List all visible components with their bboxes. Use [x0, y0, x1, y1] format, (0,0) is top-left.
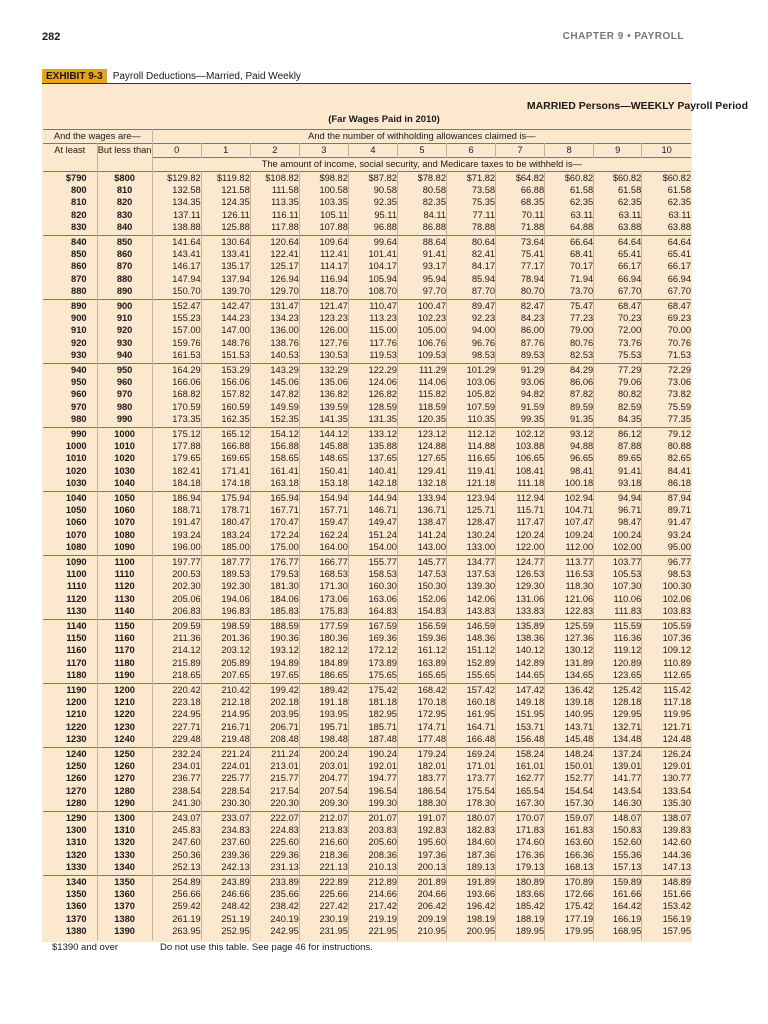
withholding-amount-cell: 148.24 150.01 152.77 154.54 157.30	[545, 748, 594, 812]
withholding-amount-cell: 72.29 73.06 73.82 75.59 77.35	[642, 364, 691, 428]
withholding-amount-cell: 120.64 122.41 125.17 126.94 129.70	[250, 236, 299, 300]
withholding-amount-cell: $119.82 121.58 124.35 126.11 125.88	[201, 172, 250, 236]
withholding-amount-cell: 168.42 170.18 172.95 174.71 177.48	[397, 684, 446, 748]
withholding-amount-cell: 254.89 256.66 259.42 261.19 263.95	[152, 876, 201, 940]
table-row-group	[43, 876, 691, 940]
at-least-header: At least	[43, 144, 97, 158]
withholding-amount-cell: 197.77 200.53 202.30 205.06 206.83	[152, 556, 201, 620]
table-row-group	[43, 620, 691, 684]
withholding-amount-cell: 165.12 166.88 169.65 171.41 174.18	[201, 428, 250, 492]
withholding-amount-cell: 147.42 149.18 151.95 153.71 156.48	[496, 684, 545, 748]
withholding-amount-cell: $60.82 61.58 62.35 63.11 64.88	[545, 172, 594, 236]
withholding-amount-cell: 123.12 124.88 127.65 129.41 132.18	[397, 428, 446, 492]
withholding-amount-cell: 121.47 123.23 126.00 127.76 130.53	[299, 300, 348, 364]
withholding-amount-cell: 153.29 156.06 157.82 160.59 162.35	[201, 364, 250, 428]
withholding-amount-cell: 89.47 92.23 94.00 96.76 98.53	[447, 300, 496, 364]
wage-at-least-cell: 1140 1150 1160 1170 1180	[43, 620, 97, 684]
wage-at-least-cell: 990 1000 1010 1020 1030	[43, 428, 97, 492]
withholding-amount-cell: $60.82 61.58 62.35 63.11 63.88	[594, 172, 642, 236]
withholding-amount-cell: 86.12 87.88 89.65 91.41 93.18	[594, 428, 642, 492]
table-heading: MARRIED Persons—WEEKLY Payroll Period	[526, 100, 748, 112]
table-row-group	[43, 812, 691, 876]
table-row-group	[43, 684, 691, 748]
withholding-amount-cell: 201.89 204.66 206.42 209.19 210.95	[397, 876, 446, 940]
withholding-amount-cell: 222.89 225.66 227.42 230.19 231.95	[299, 876, 348, 940]
withholding-amount-cell: 148.07 150.83 152.60 155.36 157.13	[594, 812, 642, 876]
withholding-amount-cell: 212.89 214.66 217.42 219.19 221.95	[348, 876, 397, 940]
withholding-amount-cell: 189.42 191.18 193.95 195.71 198.48	[299, 684, 348, 748]
withholding-amount-cell: $108.82 111.58 113.35 116.11 117.88	[250, 172, 299, 236]
table-row-group	[43, 364, 691, 428]
withholding-amount-cell: 232.24 234.01 236.77 238.54 241.30	[152, 748, 201, 812]
withholding-amount-cell: 136.42 139.18 140.95 143.71 145.48	[545, 684, 594, 748]
table-row-group	[43, 300, 691, 364]
but-less-header: But less than	[97, 144, 152, 158]
withholding-amount-cell: 180.07 182.83 184.60 187.36 189.13	[447, 812, 496, 876]
allowance-col-header: 7	[496, 144, 545, 158]
withholding-amount-cell: 176.77 179.53 181.30 184.06 185.83	[250, 556, 299, 620]
withholding-amount-cell: $98.82 100.58 103.35 105.11 107.88	[299, 172, 348, 236]
withholding-amount-cell: 164.29 166.06 168.82 170.59 173.35	[152, 364, 201, 428]
withholding-amount-cell: 221.24 224.01 225.77 228.54 230.30	[201, 748, 250, 812]
withholding-amount-cell: 157.42 160.18 161.95 164.71 166.48	[447, 684, 496, 748]
withholding-amount-cell: 167.59 169.36 172.12 173.89 175.65	[348, 620, 397, 684]
withholding-amount-cell: 186.94 188.71 191.47 193.24 196.00	[152, 492, 201, 556]
withholding-amount-cell: 115.59 116.36 119.12 120.89 123.65	[594, 620, 642, 684]
wage-but-less-cell: 950 960 970 980 990	[97, 364, 152, 428]
withholding-amount-cell: 130.64 133.41 135.17 137.94 139.70	[201, 236, 250, 300]
wage-but-less-cell: 1100 1110 1120 1130 1140	[97, 556, 152, 620]
withholding-amount-cell: 100.47 102.23 105.00 106.76 109.53	[397, 300, 446, 364]
allowance-col-header: 1	[201, 144, 250, 158]
withholding-amount-cell: 243.89 246.66 248.42 251.19 252.95	[201, 876, 250, 940]
allowance-col-header: 4	[348, 144, 397, 158]
withholding-amount-cell: 169.24 171.01 173.77 175.54 178.30	[447, 748, 496, 812]
wages-header: And the wages are—	[43, 130, 152, 144]
wage-at-least-cell: 1090 1100 1110 1120 1130	[43, 556, 97, 620]
withholding-amount-cell: 144.94 146.71 149.47 151.24 154.00	[348, 492, 397, 556]
withholding-amount-cell: 166.77 168.53 171.30 173.06 175.83	[299, 556, 348, 620]
withholding-amount-cell: 94.94 96.71 98.47 100.24 102.00	[594, 492, 642, 556]
allowance-col-header: 6	[447, 144, 496, 158]
allowance-col-header: 0	[152, 144, 201, 158]
withholding-amount-cell: 79.12 80.88 82.65 84.41 86.18	[642, 428, 691, 492]
withholding-amount-cell: 132.29 135.06 136.82 139.59 141.35	[299, 364, 348, 428]
withholding-amount-cell: 158.24 161.01 162.77 165.54 167.30	[496, 748, 545, 812]
withholding-amount-cell: 200.24 203.01 204.77 207.54 209.30	[299, 748, 348, 812]
footer-label: $1390 and over	[52, 942, 119, 953]
wage-at-least-cell: 1290 1300 1310 1320 1330	[43, 812, 97, 876]
withholding-amount-cell: 170.89 172.66 175.42 177.19 179.95	[545, 876, 594, 940]
allowances-header: And the number of withholding allowances claimed is—	[152, 130, 691, 144]
chapter-header: CHAPTER 9 • PAYROLL	[562, 31, 684, 42]
withholding-amount-cell: $129.82 132.58 134.35 137.11 138.88	[152, 172, 201, 236]
withholding-amount-cell: 165.94 167.71 170.47 172.24 175.00	[250, 492, 299, 556]
withholding-amount-cell: 198.59 201.36 203.12 205.89 207.65	[201, 620, 250, 684]
withholding-amount-cell: 199.42 202.18 203.95 206.71 208.48	[250, 684, 299, 748]
wage-at-least-cell: 1190 1200 1210 1220 1230	[43, 684, 97, 748]
withholding-amount-cell: 175.94 178.71 180.47 183.24 185.00	[201, 492, 250, 556]
wage-but-less-cell: 1300 1310 1320 1330 1340	[97, 812, 152, 876]
withholding-amount-cell: 105.59 107.36 109.12 110.89 112.65	[642, 620, 691, 684]
withholding-amount-cell: 137.24 139.01 141.77 143.54 146.30	[594, 748, 642, 812]
footer-note: Do not use this table. See page 46 for instructions.	[160, 942, 373, 953]
withholding-amount-cell: 123.94 125.71 128.47 130.24 133.00	[447, 492, 496, 556]
wage-but-less-cell: 1200 1210 1220 1230 1240	[97, 684, 152, 748]
withholding-amount-cell: 109.64 112.41 114.17 116.94 118.70	[299, 236, 348, 300]
withholding-amount-cell: 115.42 117.18 119.95 121.71 124.48	[642, 684, 691, 748]
withholding-amount-cell: 210.42 212.18 214.95 216.71 219.48	[201, 684, 250, 748]
page-number: 282	[42, 31, 61, 43]
withholding-amount-cell: 191.89 193.66 196.42 198.19 200.95	[447, 876, 496, 940]
wage-but-less-cell: 850 860 870 880 890	[97, 236, 152, 300]
withholding-amount-cell: 96.77 98.53 100.30 102.06 103.83	[642, 556, 691, 620]
withholding-amount-cell: 122.29 124.06 126.82 128.59 131.35	[348, 364, 397, 428]
allowance-col-header: 9	[594, 144, 642, 158]
withholding-amount-cell: $64.82 66.88 68.35 70.11 71.88	[496, 172, 545, 236]
withholding-amount-cell: 144.12 145.88 148.65 150.41 153.18	[299, 428, 348, 492]
withholding-amount-cell: 142.47 144.23 147.00 148.76 151.53	[201, 300, 250, 364]
wage-but-less-cell: 1350 1360 1370 1380 1390	[97, 876, 152, 940]
withholding-amount-cell: 112.12 114.88 116.65 119.41 121.18	[447, 428, 496, 492]
table-row-group	[43, 492, 691, 556]
amount-caption: The amount of income, social security, and Medicare taxes to be withheld is—	[152, 158, 691, 172]
withholding-amount-cell: 82.47 84.23 86.00 87.76 89.53	[496, 300, 545, 364]
withholding-amount-cell: 156.59 159.36 161.12 163.89 165.65	[397, 620, 446, 684]
withholding-amount-cell: 154.94 157.71 159.47 162.24 164.00	[299, 492, 348, 556]
withholding-amount-cell: 170.07 171.83 174.60 176.36 179.13	[496, 812, 545, 876]
wage-at-least-cell: $790 800 810 820 830	[43, 172, 97, 236]
table-row-group	[43, 556, 691, 620]
withholding-amount-cell: 141.64 143.41 146.17 147.94 150.70	[152, 236, 201, 300]
withholding-amount-cell: 211.24 213.01 215.77 217.54 220.30	[250, 748, 299, 812]
wage-at-least-cell: 840 850 860 870 880	[43, 236, 97, 300]
withholding-amount-cell: 73.64 75.41 77.17 78.94 80.70	[496, 236, 545, 300]
withholding-amount-cell: 131.47 134.23 136.00 138.76 140.53	[250, 300, 299, 364]
withholding-amount-cell: 243.07 245.83 247.60 250.36 252.13	[152, 812, 201, 876]
withholding-table	[43, 129, 691, 940]
withholding-amount-cell: 187.77 189.53 192.30 194.06 196.83	[201, 556, 250, 620]
withholding-amount-cell: 64.64 65.41 66.17 66.94 67.70	[594, 236, 642, 300]
withholding-amount-cell: 154.12 156.88 158.65 161.41 163.18	[250, 428, 299, 492]
withholding-amount-cell: 191.07 192.83 195.60 197.36 200.13	[397, 812, 446, 876]
withholding-amount-cell: 125.59 127.36 130.12 131.89 134.65	[545, 620, 594, 684]
withholding-amount-cell: 146.59 148.36 151.12 152.89 155.65	[447, 620, 496, 684]
withholding-amount-cell: 126.24 129.01 130.77 133.54 135.30	[642, 748, 691, 812]
withholding-amount-cell: 201.07 203.83 205.60 208.36 210.13	[348, 812, 397, 876]
withholding-amount-cell: 143.29 145.06 147.82 149.59 152.35	[250, 364, 299, 428]
withholding-amount-cell: 188.59 190.36 193.12 194.89 197.65	[250, 620, 299, 684]
wage-but-less-cell: 900 910 920 930 940	[97, 300, 152, 364]
withholding-amount-cell: $71.82 73.58 75.35 77.11 78.88	[447, 172, 496, 236]
withholding-amount-cell: 80.64 82.41 84.17 85.94 87.70	[447, 236, 496, 300]
withholding-amount-cell: 209.59 211.36 214.12 215.89 218.65	[152, 620, 201, 684]
wage-at-least-cell: 1340 1350 1360 1370 1380	[43, 876, 97, 940]
withholding-amount-cell: 91.29 93.06 94.82 91.59 99.35	[496, 364, 545, 428]
withholding-amount-cell: 68.47 69.23 70.00 70.76 71.53	[642, 300, 691, 364]
allowance-col-header: 8	[545, 144, 594, 158]
wage-but-less-cell: 1250 1260 1270 1280 1290	[97, 748, 152, 812]
withholding-amount-cell: 110.47 113.23 115.00 117.76 119.53	[348, 300, 397, 364]
withholding-amount-cell: 179.24 182.01 183.77 186.54 188.30	[397, 748, 446, 812]
table-row-group	[43, 236, 691, 300]
withholding-amount-cell: 159.07 161.83 163.60 166.36 168.13	[545, 812, 594, 876]
withholding-amount-cell: 159.89 161.66 164.42 166.19 168.95	[594, 876, 642, 940]
withholding-amount-cell: 175.42 181.18 182.95 185.71 187.48	[348, 684, 397, 748]
withholding-amount-cell: 134.77 137.53 139.30 142.06 143.83	[447, 556, 496, 620]
exhibit-label: EXHIBIT 9-3	[42, 69, 107, 84]
wage-at-least-cell: 1040 1050 1060 1070 1080	[43, 492, 97, 556]
withholding-amount-cell: 75.47 77.23 79.00 80.76 82.53	[545, 300, 594, 364]
withholding-amount-cell: 233.07 234.83 237.60 239.36 242.13	[201, 812, 250, 876]
withholding-amount-cell: 133.12 135.88 137.65 140.41 142.18	[348, 428, 397, 492]
withholding-amount-cell: 222.07 224.83 225.60 229.36 231.13	[250, 812, 299, 876]
withholding-amount-cell: 77.29 79.06 80.82 82.59 84.35	[594, 364, 642, 428]
withholding-amount-cell: 68.47 70.23 72.00 73.76 75.53	[594, 300, 642, 364]
withholding-amount-cell: 155.77 158.53 160.30 163.06 164.83	[348, 556, 397, 620]
withholding-amount-cell: 148.89 151.66 153.42 156.19 157.95	[642, 876, 691, 940]
withholding-amount-cell: 175.12 177.88 179.65 182.41 184.18	[152, 428, 201, 492]
withholding-amount-cell: 111.29 114.06 115.82 118.59 120.35	[397, 364, 446, 428]
withholding-amount-cell: 84.29 86.06 87.82 89.59 91.35	[545, 364, 594, 428]
table-subheading: (Far Wages Paid in 2010)	[328, 114, 440, 125]
wage-at-least-cell: 1240 1250 1260 1270 1280	[43, 748, 97, 812]
withholding-amount-cell: 212.07 213.83 216.60 218.36 221.13	[299, 812, 348, 876]
allowance-col-header: 5	[397, 144, 446, 158]
withholding-amount-cell: 112.94 115.71 117.47 120.24 122.00	[496, 492, 545, 556]
withholding-amount-cell: 99.64 101.41 104.17 105.94 108.70	[348, 236, 397, 300]
allowance-col-header: 2	[250, 144, 299, 158]
withholding-amount-cell: 190.24 192.01 194.77 196.54 199.30	[348, 748, 397, 812]
withholding-amount-cell: 177.59 180.36 182.12 184.89 186.65	[299, 620, 348, 684]
withholding-amount-cell: 102.12 103.88 106.65 108.41 111.18	[496, 428, 545, 492]
wage-but-less-cell: 1150 1160 1170 1180 1190	[97, 620, 152, 684]
exhibit-title: Payroll Deductions—Married, Paid Weekly	[112, 70, 301, 82]
withholding-amount-cell: 233.89 235.66 238.42 240.19 242.95	[250, 876, 299, 940]
withholding-amount-cell: $60.82 61.58 62.35 63.11 63.88	[642, 172, 691, 236]
withholding-amount-cell: 145.77 147.53 150.30 152.06 154.83	[397, 556, 446, 620]
withholding-amount-cell: 133.94 136.71 138.47 141.24 143.00	[397, 492, 446, 556]
table-row-group	[43, 748, 691, 812]
wage-at-least-cell: 940 950 960 970 980	[43, 364, 97, 428]
allowance-col-header: 10	[642, 144, 691, 158]
table-row-group	[43, 428, 691, 492]
table-row-group	[43, 172, 691, 236]
withholding-amount-cell: $78.82 80.58 82.35 84.11 86.88	[397, 172, 446, 236]
allowance-col-header: 3	[299, 144, 348, 158]
withholding-amount-cell: 220.42 223.18 224.95 227.71 229.48	[152, 684, 201, 748]
withholding-amount-cell: 64.64 65.41 66.17 66.94 67.70	[642, 236, 691, 300]
withholding-amount-cell: 124.77 126.53 129.30 131.06 133.83	[496, 556, 545, 620]
withholding-amount-cell: 87.94 89.71 91.47 93.24 95.00	[642, 492, 691, 556]
withholding-amount-cell: 113.77 116.53 118.30 121.06 122.83	[545, 556, 594, 620]
withholding-amount-cell: 152.47 155.23 157.00 159.76 161.53	[152, 300, 201, 364]
withholding-amount-cell: 135.89 138.36 140.12 142.89 144.65	[496, 620, 545, 684]
withholding-amount-cell: 88.64 91.41 93.17 95.94 97.70	[397, 236, 446, 300]
withholding-amount-cell: $87.82 90.58 92.35 95.11 96.88	[348, 172, 397, 236]
withholding-amount-cell: 101.29 103.06 105.82 107.59 110.35	[447, 364, 496, 428]
withholding-amount-cell: 102.94 104.71 107.47 109.24 112.00	[545, 492, 594, 556]
wage-but-less-cell: 1050 1060 1070 1080 1090	[97, 492, 152, 556]
wage-but-less-cell: $800 810 820 830 840	[97, 172, 152, 236]
withholding-amount-cell: 103.77 105.53 107.30 110.06 111.83	[594, 556, 642, 620]
withholding-amount-cell: 180.89 183.66 185.42 188.19 189.95	[496, 876, 545, 940]
wage-but-less-cell: 1000 1010 1020 1030 1040	[97, 428, 152, 492]
withholding-amount-cell: 138.07 139.83 142.60 144.36 147.13	[642, 812, 691, 876]
withholding-amount-cell: 93.12 94.88 96.65 98.41 100.18	[545, 428, 594, 492]
withholding-amount-cell: 125.42 128.18 129.95 132.71 134.48	[594, 684, 642, 748]
exhibit-header	[42, 69, 301, 83]
withholding-amount-cell: 66.64 68.41 70.17 71.94 73.70	[545, 236, 594, 300]
wage-at-least-cell: 890 900 910 920 930	[43, 300, 97, 364]
